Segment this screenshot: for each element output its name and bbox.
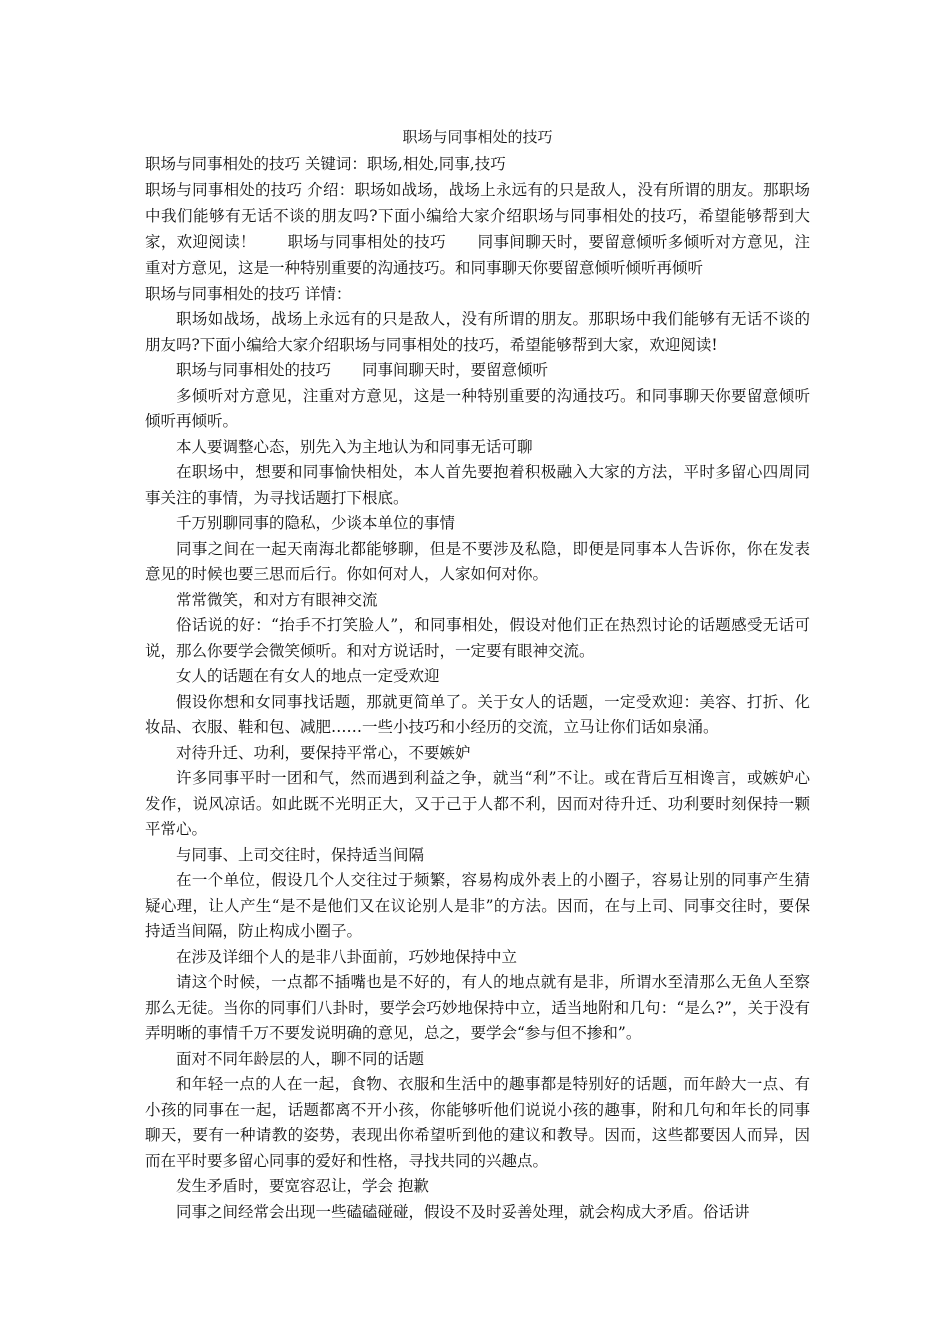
details-label: 职场与同事相处的技巧 详情： [145, 285, 352, 303]
body-paragraph: 和年轻一点的人在一起，食物、衣服和生活中的趣事都是特别好的话题，而年龄大一点、有小孩的同事在一起，话题都离不开小孩，你能够听他们说说小孩的趣事，附和几句和年长的同事聊天，要有一种请教的姿势，表现出你希望听到他的建议和教导。因而，这些都要因人而异，因而在平时要多留心同事的爱好和性格，寻找共同的兴趣点。 [145, 1075, 810, 1170]
section-heading: 发生矛盾时，要宽容忍让，学会 抱歉 [176, 1177, 429, 1195]
section-heading: 千万别聊同事的隐私，少谈本单位的事情 [176, 514, 456, 532]
body-paragraph: 多倾听对方意见，注重对方意见，这是一种特别重要的沟通技巧。和同事聊天你要留意倾听倾听再倾听。 [145, 386, 810, 430]
body-paragraph: 请这个时候，一点都不插嘴也是不好的，有人的地点就有是非，所谓水至清那么无鱼人至察那么无徒。当你的同事们八卦时，要学会巧妙地保持中立，适当地附和几句：“是么?”，关于没有弄明晰的事情千万不要发说明确的意见，总之，要学会“参与但不掺和”。 [145, 973, 810, 1042]
section-heading: 在涉及详细个人的是非八卦面前，巧妙地保持中立 [176, 947, 518, 966]
body-paragraph: 许多同事平时一团和气，然而遇到利益之争，就当“利”不让。或在背后互相谗言，或嫉妒心发作，说风凉话。如此既不光明正大，又于己于人都不利，因而对待升迁、功利要时刻保持一颗平常心。 [145, 769, 810, 838]
body-paragraph: 职场如战场，战场上永远有的只是敌人，没有所谓的朋友。那职场中我们能够有无话不谈的朋友吗?下面小编给大家介绍职场与同事相处的技巧，希望能够帮到大家，欢迎阅读! [145, 310, 810, 354]
section-heading: 面对不同年龄层的人，聊不同的话题 [176, 1049, 425, 1068]
section-heading: 与同事、上司交往时，保持适当间隔 [176, 845, 425, 864]
body-paragraph: 同事之间经常会出现一些磕磕碰碰，假设不及时妥善处理，就会构成大矛盾。俗话讲 [176, 1202, 750, 1221]
body-paragraph: 在一个单位，假设几个人交往过于频繁，容易构成外表上的小圈子，容易让别的同事产生猜疑心理，让人产生“是不是他们又在议论别人是非”的方法。因而，在与上司、同事交往时，要保持适当间隔，防止构成小圈子。 [145, 871, 810, 940]
document-page [145, 127, 810, 1225]
document-title: 职场与同事相处的技巧 [402, 128, 553, 146]
body-paragraph: 同事之间在一起天南海北都能够聊，但是不要涉及私隐，即便是同事本人告诉你，你在发表意见的时候也要三思而后行。你如何对人，人家如何对你。 [145, 539, 810, 583]
body-paragraph: 俗话说的好：“抬手不打笑脸人”，和同事相处，假设对他们正在热烈讨论的话题感受无话可说，那么你要学会微笑倾听。和对方说话时，一定要有眼神交流。 [145, 616, 810, 660]
section-heading: 职场与同事相处的技巧 同事间聊天时，要留意倾听 [176, 361, 549, 379]
section-heading: 女人的话题在有女人的地点一定受欢迎 [176, 667, 440, 685]
intro-paragraph: 职场与同事相处的技巧 介绍：职场如战场，战场上永远有的只是敌人，没有所谓的朋友。那职场中我们能够有无话不谈的朋友吗?下面小编给大家介绍职场与同事相处的技巧，希望能够帮到大家，欢迎阅读！ 职场与同事相处的技巧 同事间聊天时，要留意倾听多倾听对方意见，注重对方意见，这是一种特别重要的沟通技巧。和同事聊天你要留意倾听倾听再倾听 [145, 181, 810, 277]
section-heading: 常常微笑，和对方有眼神交流 [176, 590, 378, 609]
section-heading: 本人要调整心态，别先入为主地认为和同事无话可聊 [176, 437, 533, 456]
body-paragraph: 假设你想和女同事找话题，那就更简单了。关于女人的话题，一定受欢迎：美容、打折、化妆品、衣服、鞋和包、减肥……一些小技巧和小经历的交流，立马让你们话如泉涌。 [145, 692, 810, 736]
keywords-line: 职场与同事相处的技巧 关键词：职场,相处,同事,技巧 [145, 155, 506, 173]
section-heading: 对待升迁、功利，要保持平常心，不要嫉妒 [176, 743, 471, 762]
document-body [145, 307, 810, 1225]
body-paragraph: 在职场中，想要和同事愉快相处，本人首先要抱着积极融入大家的方法，平时多留心四周同事关注的事情，为寻找话题打下根底。 [145, 463, 810, 507]
